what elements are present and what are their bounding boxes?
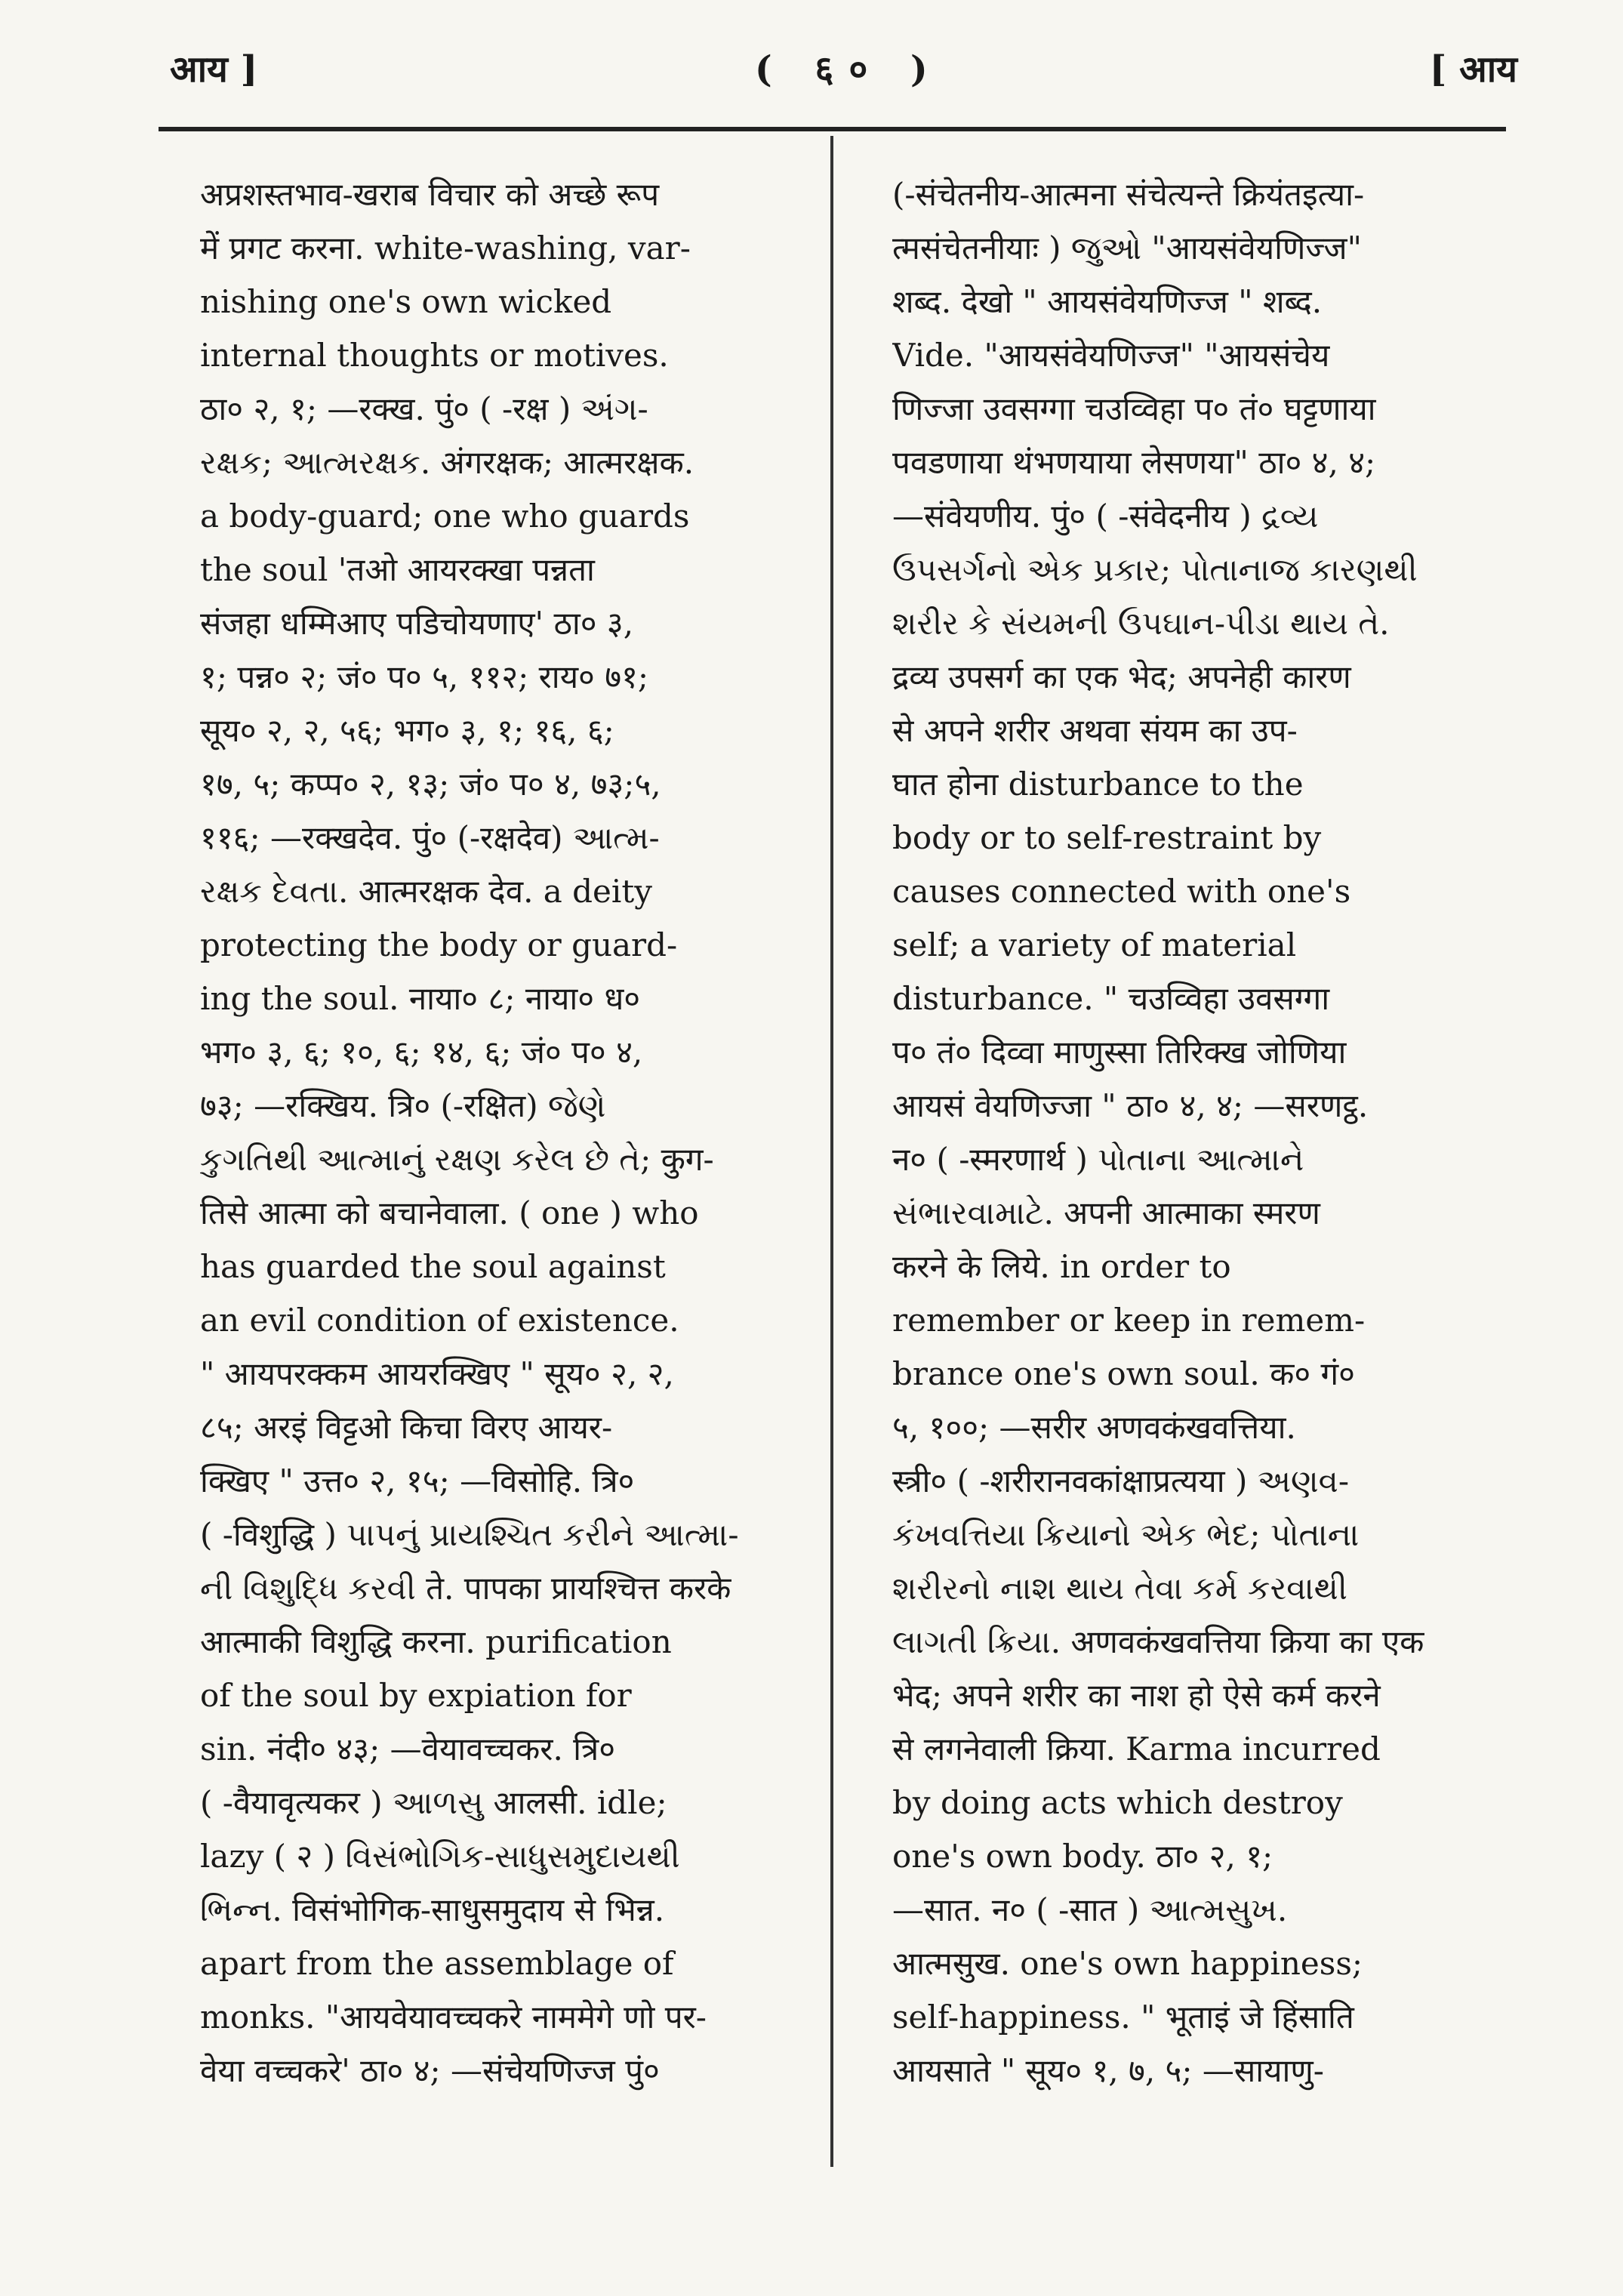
text-line: भग० ३, ६; १०, ६; १४, ६; जं० प० ४, <box>200 1034 643 1071</box>
text-line: monks. "आयवेयावच्चकरे नाममेगे णो पर- <box>200 1999 707 2036</box>
text-line: લાગતી ક્રિયા. अणवकंखवत्तिया क्रिया का एक <box>892 1623 1424 1660</box>
text-line: १; पन्न० २; जं० प० ५, ११२; राय० ७१; <box>200 658 649 695</box>
text-line: શરીરનો નાશ થાય તેવા કર્મ કરવાથી <box>892 1570 1347 1607</box>
page-number: ( ६० ) <box>755 48 943 91</box>
text-line: disturbance. " चउव्विहा उवसग्गा <box>892 980 1330 1017</box>
text-line: —संवेयणीय. पुं० ( -संवेदनीय ) દ્રવ્ય <box>892 498 1319 535</box>
text-line: णिज्जा उवसग्गा चउव्विहा प० तं० घट्टणाया <box>892 390 1376 427</box>
header-left-guide-word: आय ] <box>170 48 258 91</box>
text-line: brance one's own soul. क० गं० <box>892 1355 1356 1392</box>
text-line: body or to self-restraint by <box>892 819 1322 856</box>
text-line: ५, १००; —सरीर अणवकंखवत्तिया. <box>892 1409 1296 1446</box>
text-line: Vide. "आयसंवेयणिज्ज" "आयसंचेय <box>892 337 1330 374</box>
text-line: ७३; —रक्खिय. त्रि० (-रक्षित) જેણે <box>200 1087 606 1124</box>
text-line: one's own body. ठा० २, १; <box>892 1838 1273 1875</box>
column-divider <box>830 136 833 2167</box>
text-line: सूय० २, २, ५६; भग० ३, १; १६, ६; <box>200 712 614 749</box>
text-line: શરીર કે સંયમની ઉપઘાન-પીડા થાય તે. <box>892 605 1390 642</box>
text-line: ( -वैयावृत्यकर ) આળસુ आलसी. idle; <box>200 1784 667 1821</box>
left-column <box>200 168 796 2097</box>
text-line: of the soul by expiation for <box>200 1677 632 1714</box>
text-line: में प्रगट करना. white-washing, var- <box>200 230 691 267</box>
text-line: self-happiness. " भूताइं जे हिंसाति <box>892 1999 1354 2036</box>
text-line: भेद; अपने शरीर का नाश हो ऐसे कर्म करने <box>892 1677 1381 1714</box>
text-line: the soul 'तओ आयरक्खा पन्नता <box>200 551 595 588</box>
text-line: કુગતિથી આત્માનું રક્ષણ કરેલ છે તે; कुग- <box>200 1141 714 1178</box>
text-line: से लगनेवाली क्रिया. Karma incurred <box>892 1730 1381 1767</box>
text-line: ८५; अरइं विट्टओ किचा विरए आयर- <box>200 1409 613 1446</box>
text-line: ની વિશુદ્ધિ કરવી ते. पापका प्रायश्चित्त करके <box>200 1570 731 1607</box>
text-line: by doing acts which destroy <box>892 1784 1343 1821</box>
text-line: an evil condition of existence. <box>200 1302 679 1339</box>
text-line: કંખવત્તિયા ક્રિયાનો એક ભેદ; પોતાના <box>892 1516 1360 1553</box>
text-line: self; a variety of material <box>892 926 1297 963</box>
text-line: क्खिए " उत्त० २, १५; —विसोहि. त्रि० <box>200 1462 635 1499</box>
text-line: शब्द. देखो " आयसंवेयणिज्ज " शब्द. <box>892 283 1323 320</box>
text-line: lazy ( २ ) વિસંભોગિક-સાધુસમુદાયથી <box>200 1838 680 1875</box>
text-line: आयसं वेयणिज्जा " ठा० ४, ४; —सरणट्ठ. <box>892 1087 1369 1124</box>
text-line: —सात. न० ( -सात ) આત્મસુખ. <box>892 1891 1288 1928</box>
page-header <box>151 44 1517 97</box>
text-line: न० ( -स्मरणार्थ ) પોતાના આત્માને <box>892 1141 1304 1178</box>
text-line: ठा० २, १; —रक्ख. पुं० ( -रक्ष ) અંગ- <box>200 390 648 427</box>
text-line: sin. नंदी० ४३; —वेयावच्चकर. त्रि० <box>200 1730 616 1767</box>
text-line: ing the soul. नाया० ८; नाया० ध० <box>200 980 641 1017</box>
text-line: प० तं० दिव्वा माणुस्सा तिरिक्ख जोणिया <box>892 1034 1347 1071</box>
text-line: वेया वच्चकरे' ठा० ४; —संचेयणिज्ज पुं० <box>200 2052 660 2089</box>
text-line: द्रव्य उपसर्ग का एक भेद; अपनेही कारण <box>892 658 1351 695</box>
text-line: पवडणाया थंभणयाया लेसणया" ठा० ४, ४; <box>892 444 1376 481</box>
right-column <box>892 168 1485 2097</box>
text-line: स्त्री० ( -शरीरानवकांक्षाप्रत्यया ) અણવ- <box>892 1462 1350 1499</box>
text-line: तिसे आत्मा को बचानेवाला. ( one ) who <box>200 1194 699 1231</box>
text-line: ઉપસર્ગનો એક પ્રકાર; પોતાનાજ કારણથી <box>892 551 1418 588</box>
text-line: remember or keep in remem- <box>892 1302 1366 1339</box>
text-line: त्मसंचेतनीयाः ) જુઓ "आयसंवेयणिज्ज" <box>892 230 1362 267</box>
text-line: ११६; —रक्खदेव. पुं० (-रक्षदेव) આત્મ- <box>200 819 660 856</box>
text-line: ભિન્ન. विसंभोगिक-साधुसमुदाय से भिन्न. <box>200 1891 665 1928</box>
text-line: संजहा धम्मिआए पडिचोयणाए' ठा० ३, <box>200 605 634 642</box>
text-line: करने के लिये. in order to <box>892 1248 1231 1285</box>
text-line: से अपने शरीर अथवा संयम का उप- <box>892 712 1298 749</box>
text-line: protecting the body or guard- <box>200 926 678 963</box>
text-line: आयसाते " सूय० १, ७, ५; —सायाणु- <box>892 2052 1324 2089</box>
text-line: ( -विशुद्धि ) પાપનું પ્રાયશ્ચિત કરીને આત્મા- <box>200 1516 739 1553</box>
text-line: अप्रशस्तभाव-खराब विचार को अच्छे रूप <box>200 176 660 213</box>
text-line: १७, ५; कप्प० २, १३; जं० प० ४, ७३;५, <box>200 766 661 803</box>
text-line: સંભારવામાટે. अपनी आत्माका स्मरण <box>892 1194 1320 1231</box>
text-line: (-संचेतनीय-आत्मना संचेत्यन्ते क्रियंतइत्या- <box>892 176 1365 213</box>
text-line: a body-guard; one who guards <box>200 498 690 535</box>
text-line: has guarded the soul against <box>200 1248 666 1285</box>
text-line: રક્ષક દેવતા. आत्मरक्षक देव. a deity <box>200 873 652 910</box>
header-rule <box>159 127 1506 131</box>
text-line: आत्माकी विशुद्धि करना. purification <box>200 1623 672 1660</box>
text-line: घात होना disturbance to the <box>892 766 1304 803</box>
text-line: nishing one's own wicked <box>200 283 612 320</box>
header-right-guide-word: [ आय <box>1429 48 1517 91</box>
text-line: " आयपरक्कम आयरक्खिए " सूय० २, २, <box>200 1355 674 1392</box>
text-line: apart from the assemblage of <box>200 1945 674 1982</box>
text-line: causes connected with one's <box>892 873 1351 910</box>
text-line: आत्मसुख. one's own happiness; <box>892 1945 1363 1982</box>
text-line: રક્ષક; આત્મરક્ષક. अंगरक्षक; आत्मरक्षक. <box>200 444 694 481</box>
text-line: internal thoughts or motives. <box>200 337 669 374</box>
